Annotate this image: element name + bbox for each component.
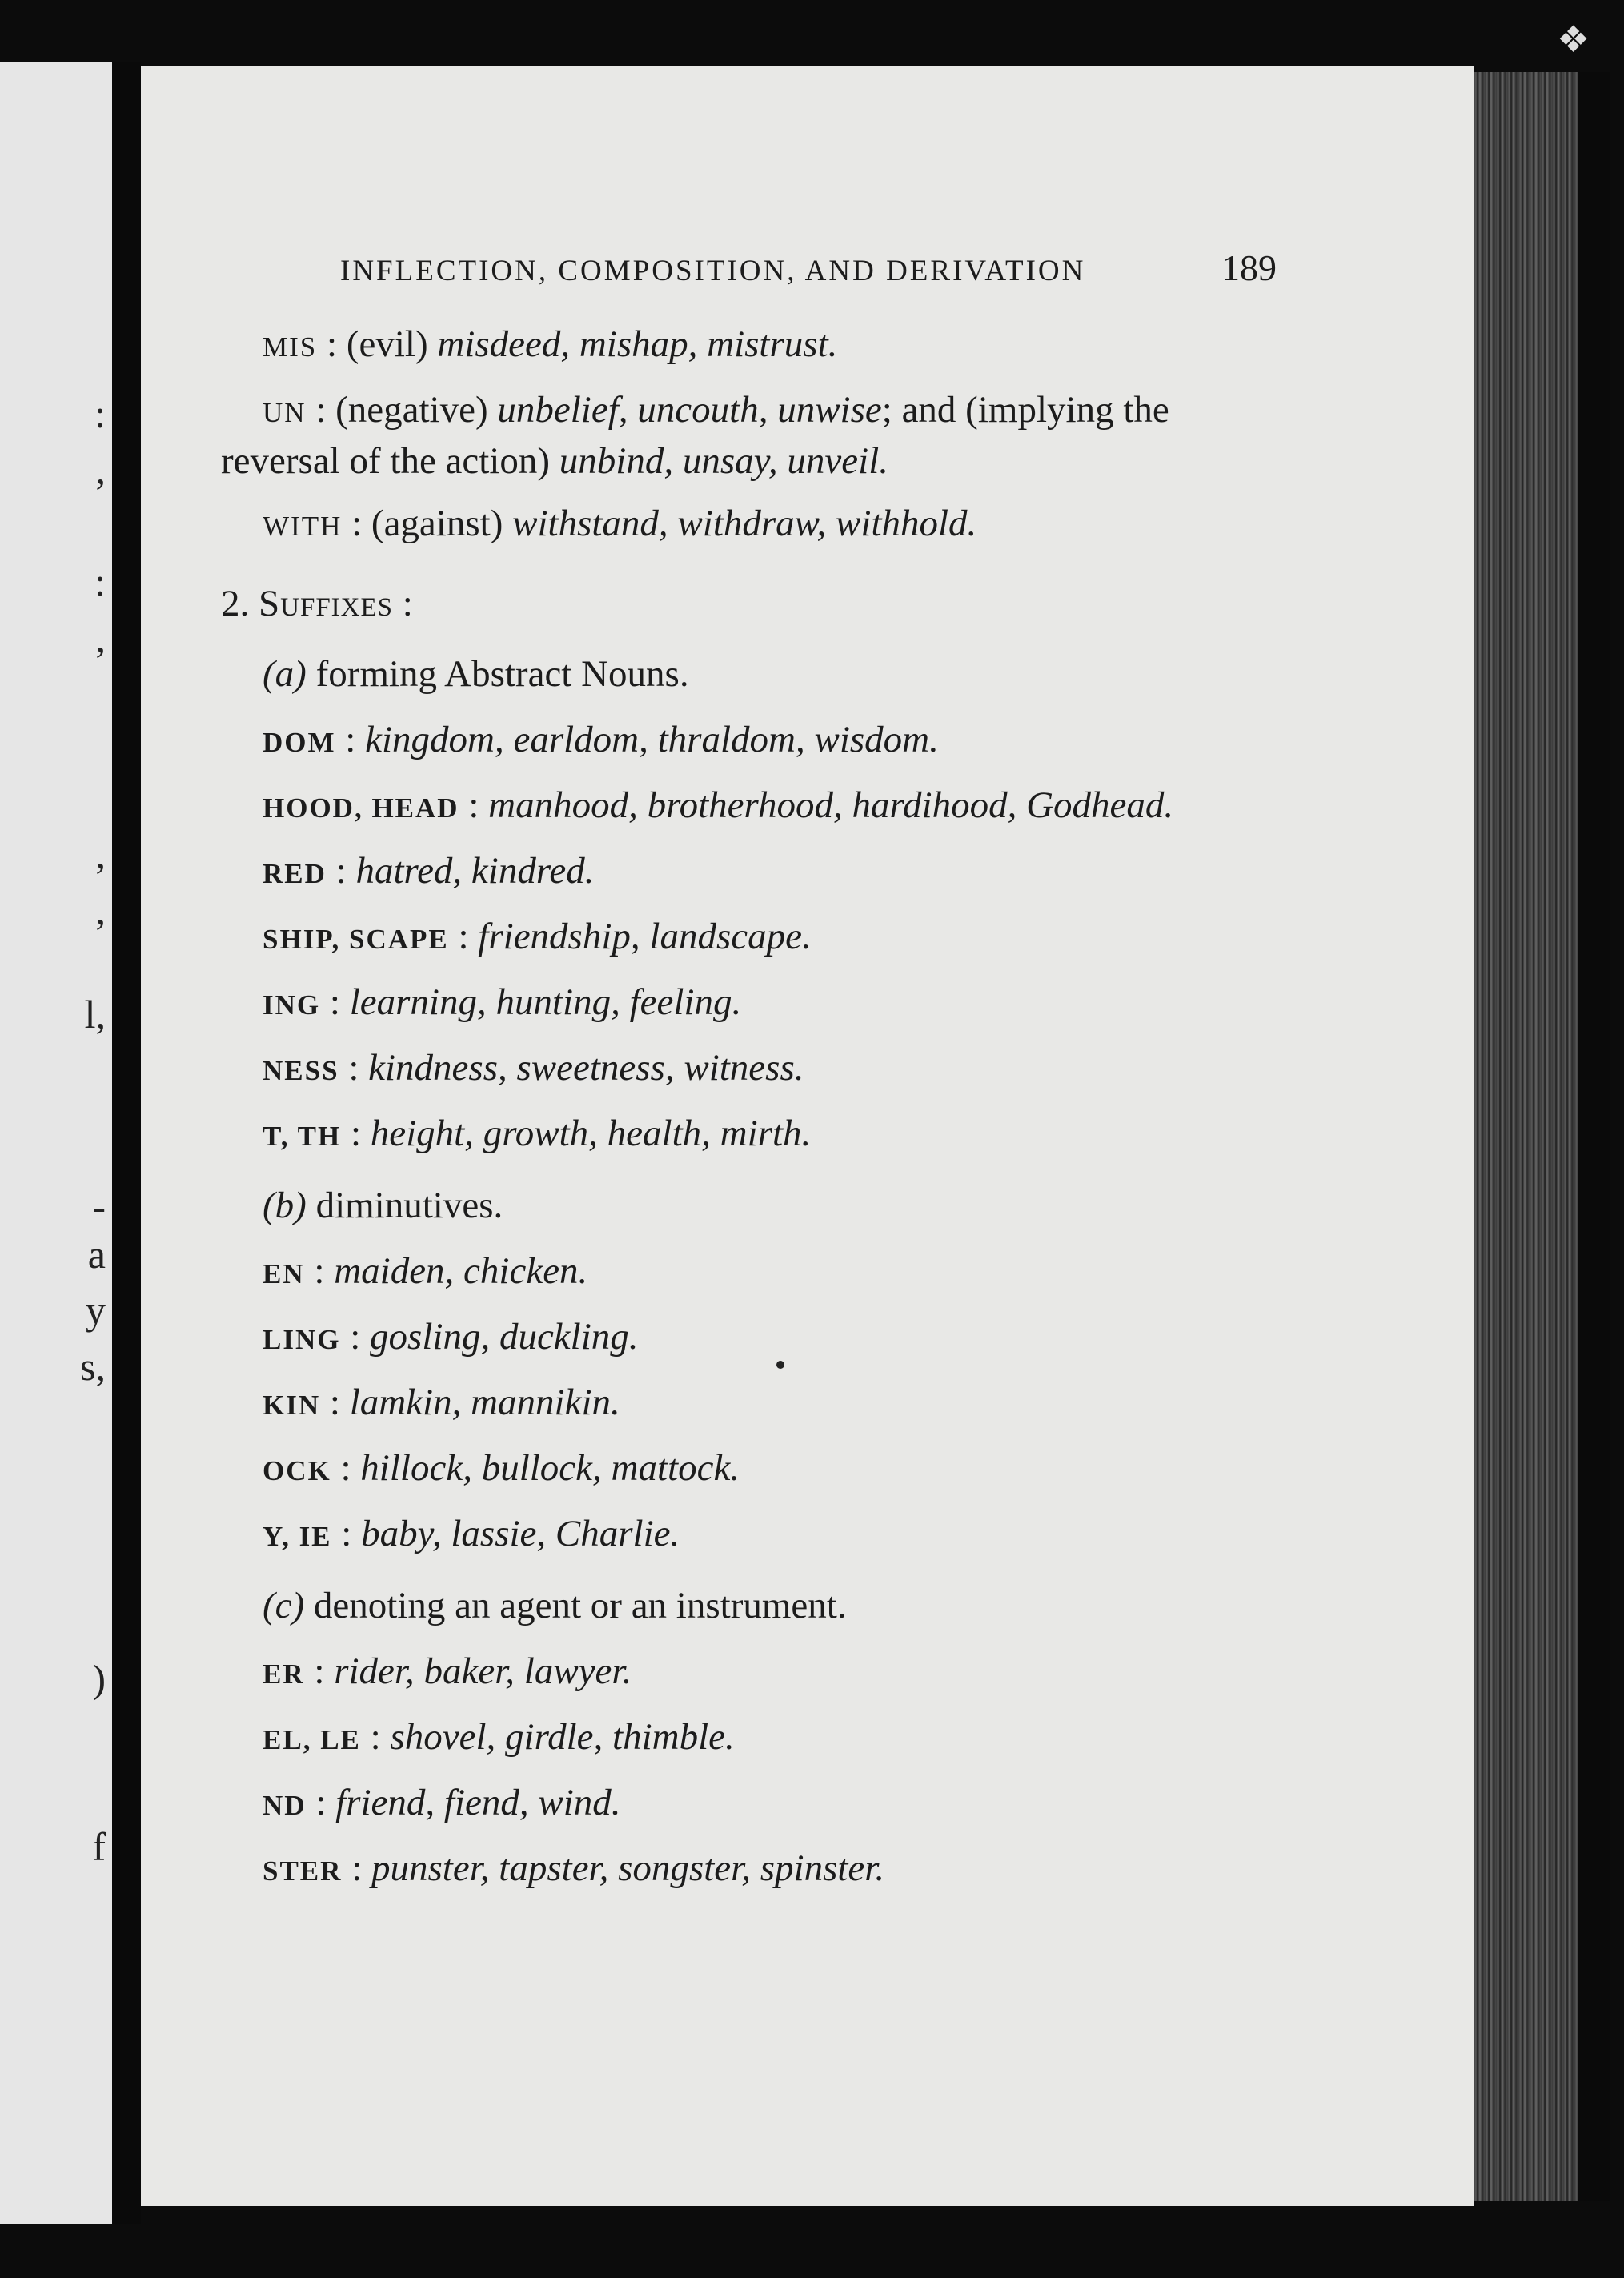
suffix-entry: T, TH : height, growth, health, mirth.: [263, 1113, 812, 1154]
prefix-gloss: (evil): [346, 323, 428, 365]
suffix-entry: STER : punster, tapster, songster, spinster.: [263, 1847, 885, 1889]
suffix-entry: NESS : kindness, sweetness, witness.: [263, 1047, 804, 1089]
prefix-examples: unbelief, uncouth, unwise: [497, 389, 882, 431]
suffix-key: NESS: [263, 1055, 339, 1086]
suffix-key: ER: [263, 1658, 305, 1690]
suffix-key: KIN: [263, 1390, 321, 1421]
page-edges-shadow: [1578, 72, 1610, 2201]
group-b-heading: [263, 1181, 1277, 1229]
prefix-entry: WITH : (against) withstand, withdraw, withhold.: [263, 503, 977, 544]
suffix-key: RED: [263, 858, 327, 889]
suffix-key: HOOD, HEAD: [263, 792, 459, 824]
suffix-entry: EL, LE : shovel, girdle, thimble.: [263, 1716, 735, 1758]
group-label: (a): [263, 653, 307, 695]
left-page-edge: [0, 62, 112, 2224]
left-fragment: ,: [95, 447, 106, 492]
suffix-key: EN: [263, 1258, 305, 1289]
suffix-entry: SHIP, SCAPE : friendship, landscape.: [263, 916, 812, 957]
suffix-examples: friend, fiend, wind.: [335, 1782, 621, 1823]
page-edges: [1474, 72, 1578, 2201]
page-number: 189: [1221, 247, 1277, 288]
group-label: (b): [263, 1185, 307, 1226]
left-fragment: -: [92, 1184, 106, 1229]
prefix-entry: MIS : (evil) misdeed, mishap, mistrust.: [263, 323, 838, 365]
corner-mark-icon: ❖: [1557, 19, 1590, 60]
suffix-key: EL, LE: [263, 1724, 361, 1755]
suffix-entry: ING : learning, hunting, feeling.: [263, 981, 742, 1023]
suffix-entry: EN : maiden, chicken.: [263, 1250, 588, 1292]
suffix-entry: LING : gosling, duckling.: [263, 1316, 639, 1358]
prefix-examples-2: unbind, unsay, unveil.: [559, 440, 889, 482]
suffix-key: Y, IE: [263, 1521, 332, 1552]
running-title: INFLECTION, COMPOSITION, AND DERIVATION: [340, 255, 1086, 287]
heading-number: 2.: [221, 583, 250, 624]
prefix-entry: UN : (negative) unbelief, uncouth, unwise; and (implying the reversal of the action) unbind, unsay, unveil.: [221, 389, 1169, 482]
prefix-key: MIS: [263, 331, 318, 363]
left-fragment: ): [92, 1656, 106, 1701]
heading-label: Suffixes: [259, 583, 394, 624]
suffix-examples: manhood, brotherhood, hardihood, Godhead.: [488, 784, 1174, 826]
suffix-entry: KIN : lamkin, mannikin.: [263, 1382, 620, 1423]
group-c-heading: [263, 1582, 1277, 1630]
group-text: forming Abstract Nouns.: [315, 653, 689, 695]
print-speck: [776, 1361, 784, 1369]
left-fragment: :: [94, 391, 106, 436]
left-fragment: y: [86, 1288, 106, 1333]
suffix-entry: OCK : hillock, bullock, mattock.: [263, 1447, 740, 1489]
group-text: diminutives.: [315, 1185, 503, 1226]
prefix-gloss: (against): [371, 503, 503, 544]
left-fragment: a: [87, 1232, 106, 1277]
suffix-entry: DOM : kingdom, earldom, thraldom, wisdom.: [263, 719, 939, 760]
suffix-examples: hillock, bullock, mattock.: [360, 1447, 740, 1489]
suffix-entry: HOOD, HEAD : manhood, brotherhood, hardihood, Godhead.: [263, 784, 1174, 826]
prefix-examples: misdeed, mishap, mistrust.: [437, 323, 838, 365]
book-spine: [112, 62, 141, 2224]
suffix-examples: kindness, sweetness, witness.: [368, 1047, 804, 1089]
prefix-gloss: (negative): [335, 389, 488, 431]
suffix-examples: hatred, kindred.: [355, 850, 595, 892]
suffix-key: STER: [263, 1855, 343, 1887]
suffix-examples: learning, hunting, feeling.: [349, 981, 742, 1023]
prefix-note: ; and (implying the reversal of the action): [221, 389, 1169, 482]
suffix-examples: kingdom, earldom, thraldom, wisdom.: [365, 719, 939, 760]
suffix-examples: shovel, girdle, thimble.: [390, 1716, 735, 1758]
group-label: (c): [263, 1585, 305, 1626]
group-a-heading: [263, 650, 1277, 698]
left-fragment: ,: [95, 832, 106, 876]
suffix-examples: maiden, chicken.: [334, 1250, 588, 1292]
prefix-examples: withstand, withdraw, withhold.: [512, 503, 977, 544]
left-fragment: s,: [80, 1344, 106, 1389]
suffix-entry: Y, IE : baby, lassie, Charlie.: [263, 1513, 680, 1554]
suffix-key: OCK: [263, 1455, 331, 1486]
suffix-entry: ND : friend, fiend, wind.: [263, 1782, 621, 1823]
left-fragment: :: [94, 559, 106, 604]
suffix-examples: gosling, duckling.: [370, 1316, 639, 1358]
prefix-key: WITH: [263, 511, 343, 542]
suffix-key: LING: [263, 1324, 341, 1355]
left-fragment: l,: [84, 992, 106, 1037]
suffix-examples: lamkin, mannikin.: [349, 1382, 620, 1423]
suffix-entry: ER : rider, baker, lawyer.: [263, 1650, 632, 1692]
suffix-examples: rider, baker, lawyer.: [334, 1650, 632, 1692]
suffix-key: DOM: [263, 727, 336, 758]
suffix-entry: RED : hatred, kindred.: [263, 850, 595, 892]
suffix-key: T, TH: [263, 1121, 342, 1152]
left-fragment: ,: [95, 888, 106, 932]
left-fragment: ,: [95, 616, 106, 660]
suffix-examples: punster, tapster, songster, spinster.: [371, 1847, 885, 1889]
suffix-examples: height, growth, health, mirth.: [370, 1113, 812, 1154]
left-fragment: f: [92, 1824, 106, 1869]
suffix-key: SHIP, SCAPE: [263, 924, 449, 955]
suffix-examples: friendship, landscape.: [478, 916, 812, 957]
group-text: denoting an agent or an instrument.: [313, 1585, 847, 1626]
running-header: [340, 247, 1277, 289]
suffix-key: ND: [263, 1790, 307, 1821]
suffixes-heading: 2. Suffixes :: [221, 583, 413, 624]
suffix-key: ING: [263, 989, 321, 1021]
prefix-key: UN: [263, 397, 307, 428]
suffix-examples: baby, lassie, Charlie.: [361, 1513, 680, 1554]
page-content: [221, 320, 1277, 1910]
